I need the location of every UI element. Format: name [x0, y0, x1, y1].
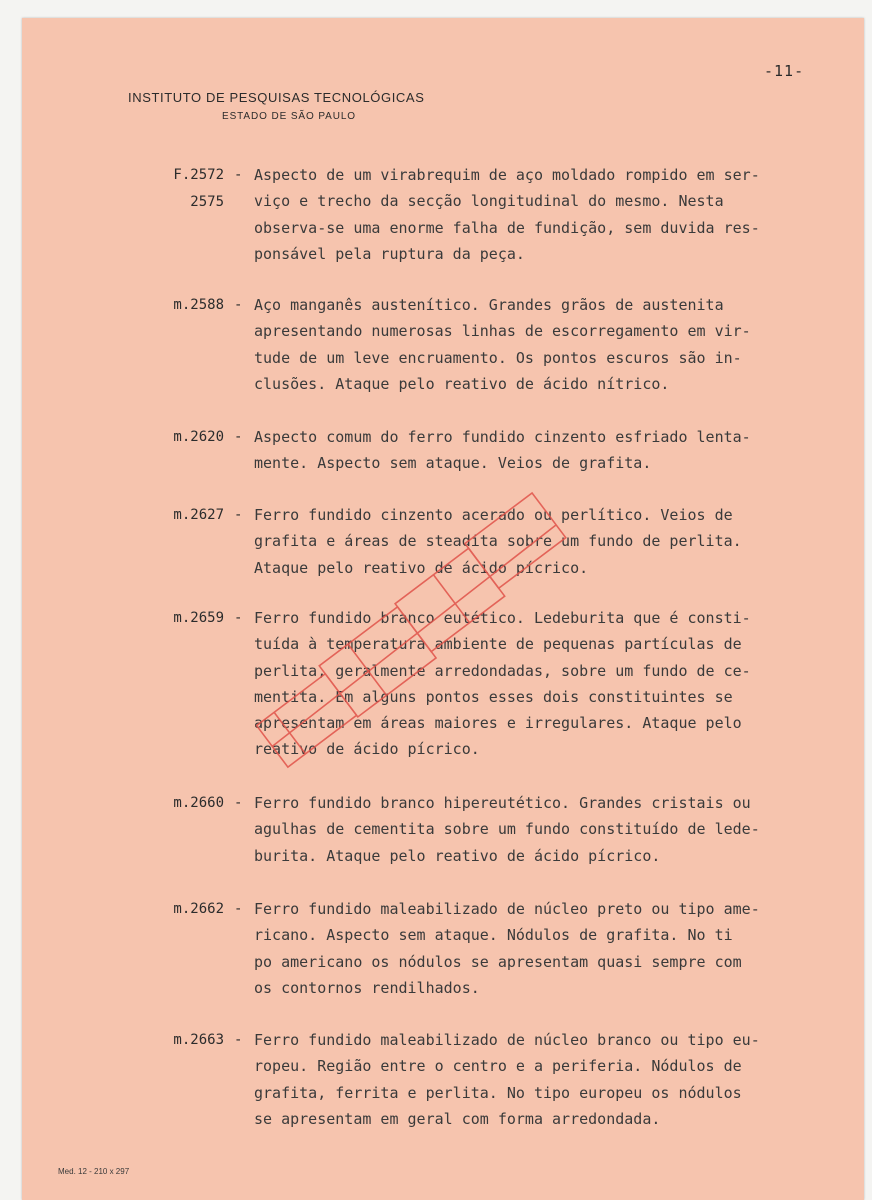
specimen-code: m.2620 — [173, 429, 224, 445]
description-line: ricano. Aspecto sem ataque. Nódulos de grafita. No ti — [254, 926, 733, 945]
separator-dash: - — [234, 507, 243, 523]
specimen-code: m.2660 — [173, 795, 224, 811]
description-line: agulhas de cementita sobre um fundo constituído de lede- — [254, 820, 760, 839]
entry-description — [254, 896, 834, 1001]
entry-description — [254, 1027, 834, 1132]
description-line: se apresentam em geral com forma arredondada. — [254, 1109, 661, 1128]
description-line: observa-se uma enorme falha de fundição, sem duvida res- — [254, 218, 760, 237]
separator-dash: - — [234, 610, 243, 626]
description-line: os contornos rendilhados. — [254, 978, 480, 997]
description-line: ropeu. Região entre o centro e a periferia. Nódulos de — [254, 1057, 742, 1076]
separator-dash: - — [234, 1032, 243, 1048]
description-line: Aspecto de um virabrequim de aço moldado rompido em ser- — [254, 166, 760, 184]
specimen-code: m.2627 — [173, 507, 224, 523]
separator-dash: - — [234, 297, 243, 313]
separator-dash: - — [234, 429, 243, 445]
separator-dash: - — [234, 901, 243, 917]
entry-description — [254, 502, 834, 581]
page-number: -11- — [764, 62, 805, 80]
description-line: ponsável pela ruptura da peça. — [254, 244, 525, 263]
institution-name: INSTITUTO DE PESQUISAS TECNOLÓGICAS — [128, 90, 425, 105]
description-line: viço e trecho da secção longitudinal do mesmo. Nesta — [254, 192, 724, 211]
description-line: Aspecto comum do ferro fundido cinzento esfriado lenta- — [254, 428, 751, 446]
description-line: mente. Aspecto sem ataque. Veios de grafita. — [254, 454, 652, 473]
entry-description — [254, 605, 834, 763]
entry-description — [254, 790, 834, 869]
description-line: grafita, ferrita e perlita. No tipo europeu os nódulos — [254, 1083, 742, 1102]
specimen-code: m.2663 — [173, 1032, 224, 1048]
description-line: Ferro fundido cinzento acerado ou perlítico. Veios de — [254, 506, 733, 524]
specimen-code: F.2572 2575 — [173, 167, 224, 210]
description-line: burita. Ataque pelo reativo de ácido pícrico. — [254, 846, 661, 865]
specimen-code: m.2659 — [173, 610, 224, 626]
entry-description — [254, 424, 834, 477]
entry-description — [254, 292, 834, 397]
description-line: reativo de ácido pícrico. — [254, 740, 480, 759]
description-line: po americano os nódulos se apresentam quasi sempre com — [254, 952, 742, 971]
description-line: apresentando numerosas linhas de escorregamento em vir- — [254, 322, 751, 341]
description-line: tuída à temperatura ambiente de pequenas partículas de — [254, 635, 742, 654]
description-line: apresentam em áreas maiores e irregulares. Ataque pelo — [254, 714, 742, 733]
description-line: clusões. Ataque pelo reativo de ácido nítrico. — [254, 374, 670, 393]
description-line: tude de um leve encruamento. Os pontos escuros são in- — [254, 348, 742, 367]
description-line: Ferro fundido maleabilizado de núcleo branco ou tipo eu- — [254, 1031, 760, 1049]
description-line: Aço manganês austenítico. Grandes grãos de austenita — [254, 296, 724, 314]
description-line: Ferro fundido maleabilizado de núcleo preto ou tipo ame- — [254, 900, 760, 918]
description-line: Ferro fundido branco hipereutético. Grandes cristais ou — [254, 794, 751, 812]
entry-description — [254, 162, 834, 267]
description-line: perlita, geralmente arredondadas, sobre um fundo de ce- — [254, 661, 751, 680]
separator-dash: - — [234, 795, 243, 811]
description-line: mentita. Em alguns pontos esses dois constituintes se — [254, 687, 733, 706]
description-line: Ataque pelo reativo de ácido pícrico. — [254, 558, 589, 577]
institution-state: ESTADO DE SÃO PAULO — [222, 111, 356, 122]
specimen-code: m.2588 — [173, 297, 224, 313]
separator-dash: - — [234, 167, 243, 183]
description-line: grafita e áreas de steadita sobre um fundo de perlita. — [254, 532, 742, 551]
specimen-code: m.2662 — [173, 901, 224, 917]
description-line: Ferro fundido branco eutético. Ledeburita que é consti- — [254, 609, 751, 627]
form-code-footer: Med. 12 - 210 x 297 — [58, 1167, 130, 1176]
